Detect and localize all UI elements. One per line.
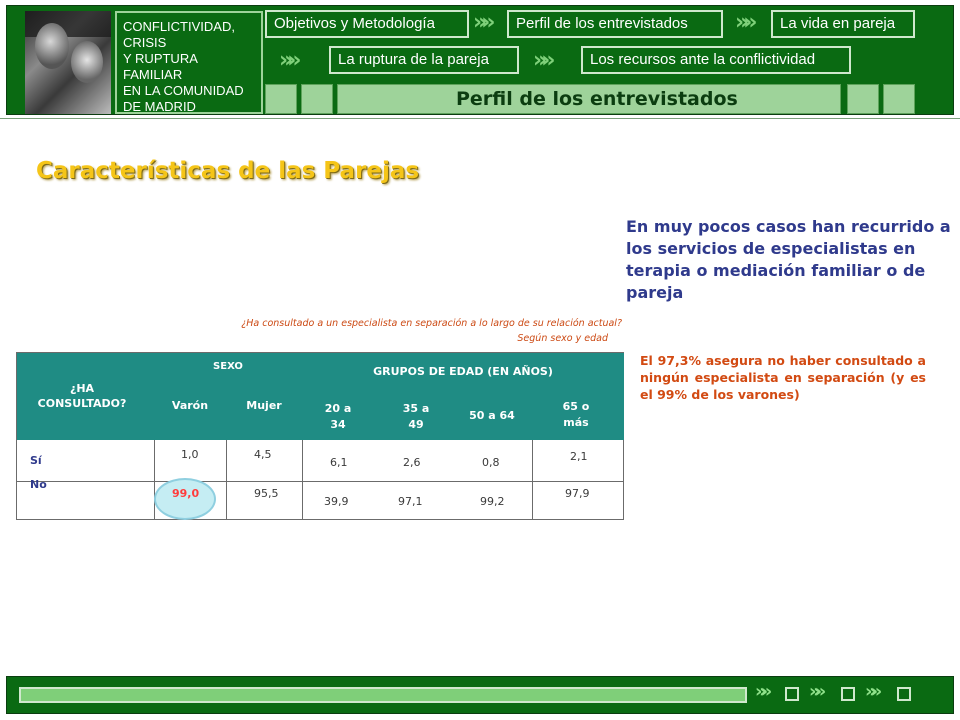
nav-objetivos-metodologia[interactable]: Objetivos y Metodología — [265, 10, 469, 38]
col-header-50-64 — [452, 391, 532, 440]
site-title-line-4: EN LA COMUNIDAD — [123, 83, 244, 98]
square-outline-icon[interactable] — [841, 687, 855, 701]
header-divider — [0, 118, 960, 119]
photo-person-left — [35, 23, 69, 69]
col-header-varon — [154, 391, 226, 440]
group-header-edad — [302, 353, 624, 391]
page-title: Características de las Parejas — [36, 158, 420, 184]
site-title-line-2: CRISIS — [123, 35, 167, 50]
group-edad-label: GRUPOS DE EDAD (EN AÑOS) — [373, 365, 553, 378]
double-chevron-icon: »» — [533, 48, 550, 73]
photo-person-right — [71, 41, 103, 83]
double-chevron-icon: »» — [473, 10, 490, 35]
group-header-sexo — [154, 353, 302, 391]
col-65-label: 65 o más — [562, 400, 590, 429]
col-header-65 — [532, 391, 624, 440]
cell-no-35-49: 97,1 — [398, 495, 423, 508]
col-divider — [154, 440, 155, 520]
col-20-34-label: 20 a 34 — [324, 402, 352, 431]
double-chevron-icon[interactable]: »» — [755, 681, 767, 702]
cell-si-65: 2,1 — [570, 450, 588, 463]
col-varon-label: Varón — [171, 399, 209, 412]
double-chevron-icon[interactable]: »» — [865, 681, 877, 702]
section-title-bar — [337, 84, 841, 114]
double-chevron-icon: »» — [279, 48, 296, 73]
site-title-line-5: DE MADRID — [123, 99, 196, 114]
square-outline-icon[interactable] — [897, 687, 911, 701]
nav-ruptura-pareja[interactable]: La ruptura de la pareja — [329, 46, 519, 74]
table-subquestion: Según sexo y edad — [517, 333, 608, 344]
cell-no-20-34: 39,9 — [324, 495, 349, 508]
cell-no-varon: 99,0 — [172, 487, 200, 500]
headline-text: En muy pocos casos han recurrido a los servicios de especialistas en terapia o mediación familiar o de pareja — [626, 217, 951, 302]
col-header-35-49 — [382, 391, 452, 440]
double-chevron-icon: »» — [735, 10, 752, 35]
corner-label: ¿HA CONSULTADO? — [37, 382, 127, 410]
site-title-box — [115, 11, 263, 114]
cell-si-50-64: 0,8 — [482, 456, 500, 469]
nav-vida-en-pareja[interactable]: La vida en pareja — [771, 10, 915, 38]
footer-progress-strip — [19, 687, 747, 703]
col-divider — [226, 440, 227, 520]
table-corner-header — [17, 353, 154, 440]
col-35-49-label: 35 a 49 — [402, 402, 430, 431]
site-title-line-3: Y RUPTURA FAMILIAR — [123, 51, 198, 82]
nav-blank-box-2[interactable] — [301, 84, 333, 114]
section-title: Perfil de los entrevistados — [456, 88, 738, 110]
consultation-table — [16, 352, 624, 520]
col-mujer-label: Mujer — [246, 399, 282, 412]
row-label-no: No — [30, 478, 47, 491]
row-label-si: Sí — [30, 454, 42, 467]
header-banner — [6, 5, 954, 115]
square-outline-icon[interactable] — [785, 687, 799, 701]
site-title-line-1: CONFLICTIVIDAD, — [123, 19, 235, 34]
cell-si-35-49: 2,6 — [403, 456, 421, 469]
cell-si-varon: 1,0 — [181, 448, 199, 461]
cell-si-mujer: 4,5 — [254, 448, 272, 461]
col-50-64-label: 50 a 64 — [469, 409, 515, 422]
double-chevron-icon[interactable]: »» — [809, 681, 821, 702]
cell-si-20-34: 6,1 — [330, 456, 348, 469]
cell-no-65: 97,9 — [565, 487, 590, 500]
cell-no-50-64: 99,2 — [480, 495, 505, 508]
col-header-mujer — [226, 391, 302, 440]
nav-perfil-entrevistados[interactable]: Perfil de los entrevistados — [507, 10, 723, 38]
col-divider — [532, 440, 533, 520]
col-divider — [302, 440, 303, 520]
cell-no-mujer: 95,5 — [254, 487, 279, 500]
header-photo — [25, 11, 111, 114]
highlight-note: El 97,3% asegura no haber consultado a ningún especialista en separación (y es el 99% de los varones) — [640, 353, 926, 402]
footer-bar — [6, 676, 954, 714]
nav-blank-box-3[interactable] — [847, 84, 879, 114]
col-header-20-34 — [302, 391, 382, 440]
nav-blank-box-4[interactable] — [883, 84, 915, 114]
group-sexo-label: SEXO — [213, 361, 243, 372]
nav-recursos-conflictividad[interactable]: Los recursos ante la conflictividad — [581, 46, 851, 74]
table-question: ¿Ha consultado a un especialista en separación a lo largo de su relación actual? — [241, 318, 622, 329]
nav-blank-box-1[interactable] — [265, 84, 297, 114]
